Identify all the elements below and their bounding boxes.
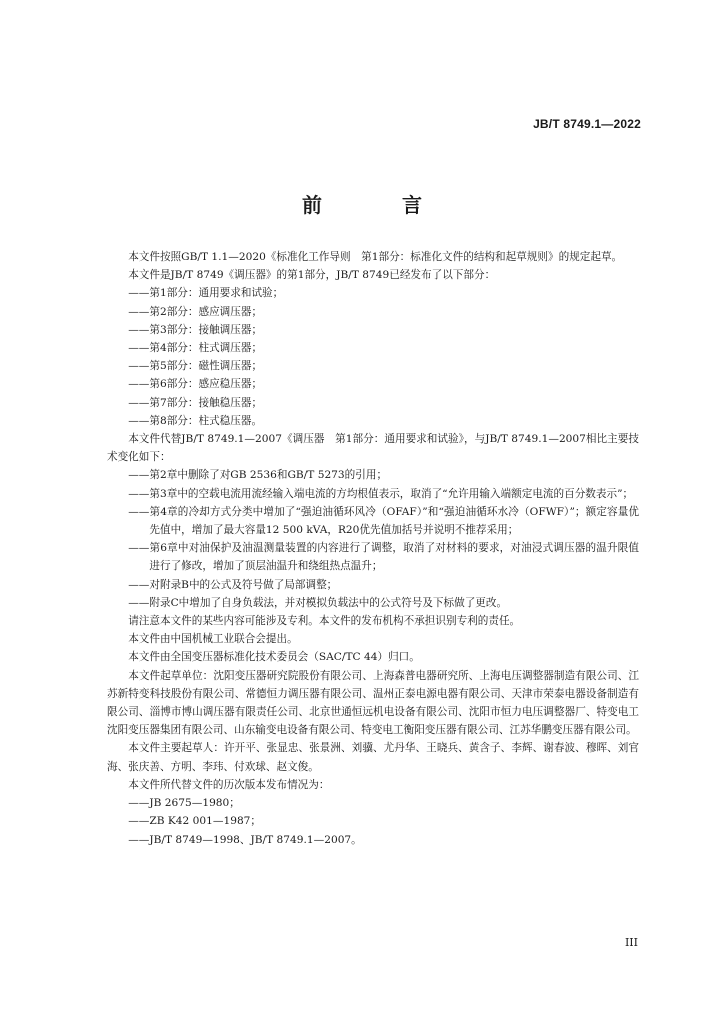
list-item-part: ——第3部分：接触调压器； [128, 323, 263, 336]
list-item-change: ——对附录B中的公式及符号做了局部调整； [128, 578, 338, 591]
paragraph-drafting-rules: 本文件按照GB/T 1.1—2020《标准化工作导则 第1部分：标准化文件的结构和起草规则》的规定起草。 [128, 251, 623, 263]
list-item-history: ——ZB K42 001—1987； [128, 815, 262, 828]
paragraph-patent-notice: 请注意本文件的某些内容可能涉及专利。本文件的发布机构不承担识别专利的责任。 [128, 615, 521, 628]
list-item-part: ——第4部分：柱式调压器； [128, 342, 263, 355]
paragraph-drafters: 本文件主要起草人：许开平、张显忠、张景洲、刘骥、尤丹华、王晓兵、黄含子、李辉、谢春波、穆晖、刘官海、张庆善、方明、李玮、付欢球、赵文俊。 [107, 742, 639, 773]
list-item-part: ——第8部分：柱式稳压器。 [128, 414, 263, 427]
list-item-change: ——第3章中的空载电流用流经输入端电流的方均根值表示，取消了“允许用输入端额定电流的百分数表示”； [128, 487, 634, 500]
list-item-part: ——第2部分：感应调压器； [128, 305, 263, 318]
paragraph-parts-intro: 本文件是JB/T 8749《调压器》的第1部分，JB/T 8749已经发布了以下部分： [128, 269, 496, 282]
list-item-history: ——JB/T 8749—1998、JB/T 8749.1—2007。 [128, 833, 362, 846]
foreword-body [107, 248, 639, 849]
list-item-part: ——第6部分：感应稳压器； [128, 378, 263, 391]
list-item-history: ——JB 2675—1980； [128, 797, 240, 810]
page-title: 前 言 [302, 193, 452, 217]
paragraph-history-intro: 本文件所代替文件的历次版本发布情况为： [128, 778, 330, 791]
list-item-part: ——第1部分：通用要求和试验； [128, 287, 284, 300]
standard-number: JB/T 8749.1—2022 [533, 117, 641, 131]
paragraph-proposed-by: 本文件由中国机械工业联合会提出。 [128, 633, 298, 646]
list-item-change: ——第4章的冷却方式分类中增加了“强迫油循环风冷（OFAF）”和“强迫油循环水冷（OFWF）”；额定容量优先值中，增加了最大容量12 500 kVA，R20优先值加括号并说明不推荐采用； [128, 505, 639, 537]
paragraph-drafting-units: 本文件起草单位：沈阳变压器研究院股份有限公司、上海森普电器研究所、上海电压调整器制造有限公司、江苏新特变科技股份有限公司、常德恒力调压器有限公司、温州正泰电源电器有限公司、天津市荣泰电器设备制造有限公司、淄博市博山调压器有限责任公司、北京世通恒远机电设备有限公司、沈阳市恒力电压调整器厂、特变电工沈阳变压器集团有限公司、山东输变电设备有限公司、特变电工衡阳变压器有限公司、江苏华鹏变压器有限公司。 [107, 669, 639, 737]
page-number: III [624, 936, 638, 949]
list-item-change: ——第6章中对油保护及油温测量装置的内容进行了调整，取消了对材料的要求，对油浸式调压器的温升限值进行了修改，增加了顶层油温升和绕组热点温升； [128, 542, 639, 573]
paragraph-replaces: 本文件代替JB/T 8749.1—2007《调压器 第1部分：通用要求和试验》，与JB/T 8749.1—2007相比主要技术变化如下： [107, 433, 639, 464]
list-item-change: ——第2章中删除了对GB 2536和GB/T 5273的引用； [128, 469, 388, 482]
list-item-change: ——附录C中增加了自身负载法，并对模拟负载法中的公式符号及下标做了更改。 [128, 596, 508, 609]
list-item-part: ——第5部分：磁性调压器； [128, 360, 263, 373]
list-item-part: ——第7部分：接触稳压器； [128, 396, 263, 409]
paragraph-managed-by: 本文件由全国变压器标准化技术委员会（SAC/TC 44）归口。 [128, 651, 420, 664]
